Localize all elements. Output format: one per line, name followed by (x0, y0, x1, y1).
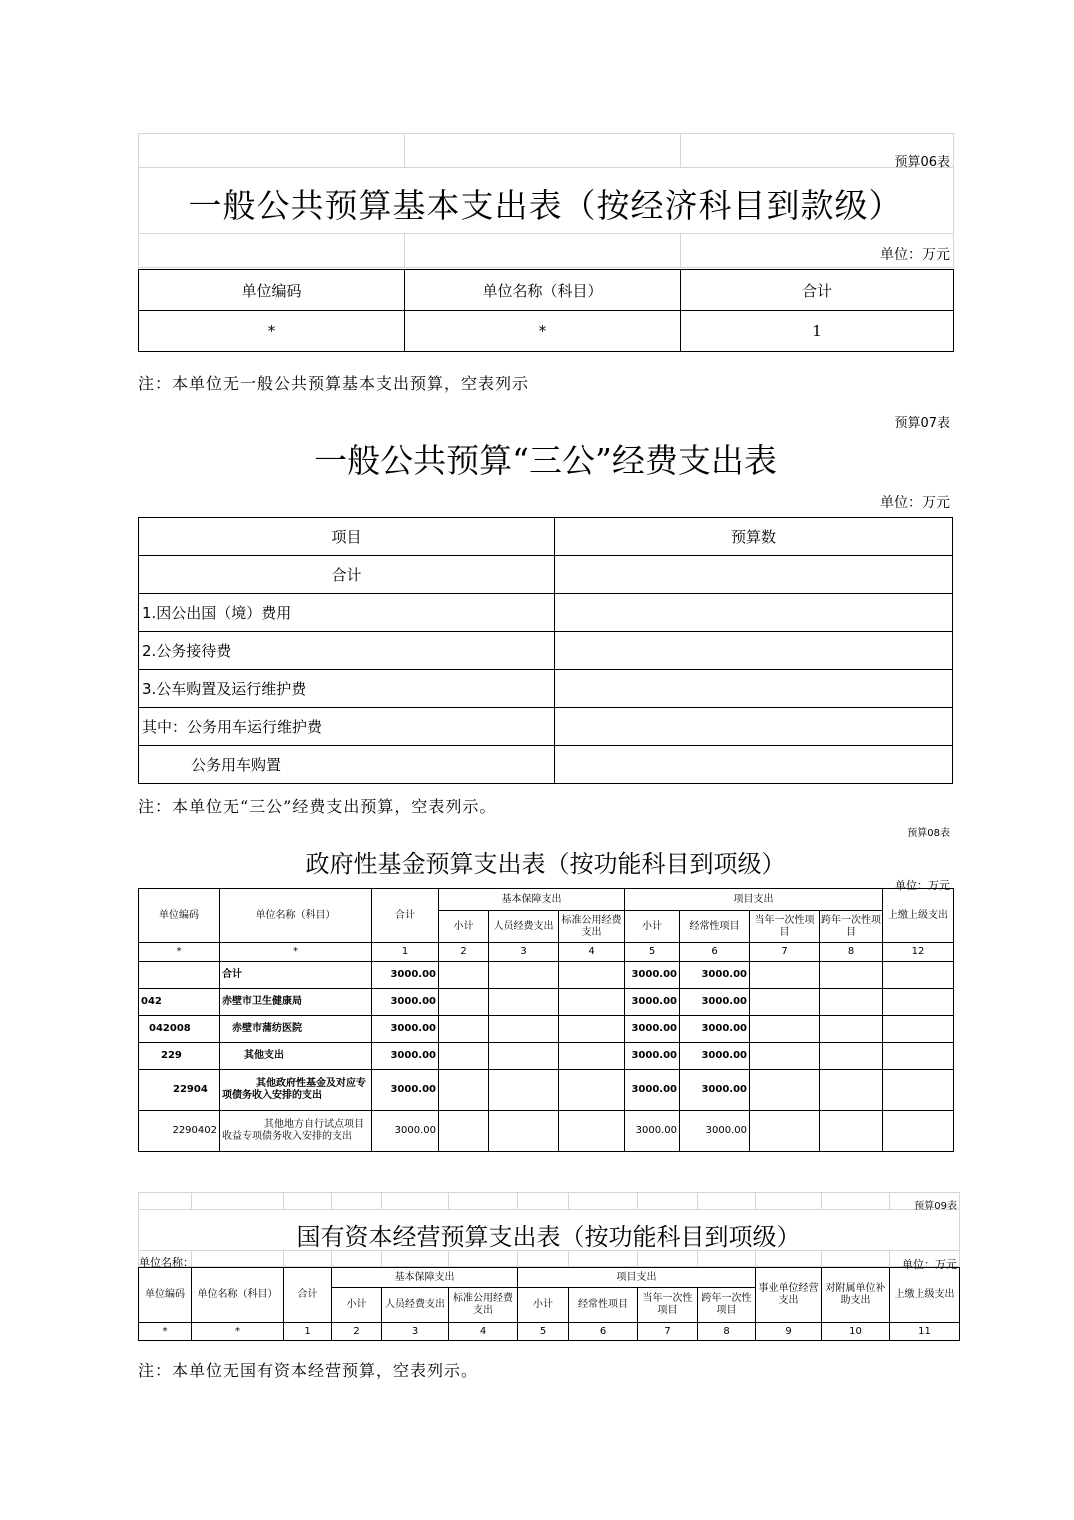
table07-unit: 单位：万元 (880, 495, 950, 511)
cell: * (139, 943, 220, 962)
cell: 3000.00 (372, 1043, 439, 1070)
table07-code: 预算07表 (894, 416, 950, 431)
header-onetime-year: 当年一次性项目 (750, 911, 820, 943)
cell (139, 962, 220, 989)
table09-note: 注：本单位无国有资本经营预算，空表列示。 (138, 1361, 479, 1380)
table09-unit: 单位：万元 (902, 1258, 957, 1271)
cell: 2 (439, 943, 489, 962)
cell: 合计 (220, 962, 372, 989)
cell: 3000.00 (372, 1016, 439, 1043)
header-total: 合计 (372, 889, 439, 943)
header-unit-name: 单位名称（科目） (192, 1268, 284, 1323)
cell: 5 (518, 1323, 569, 1341)
table-row (139, 594, 953, 632)
cell: 3000.00 (625, 1043, 680, 1070)
cell: 3 (382, 1323, 449, 1341)
header-project: 项目支出 (625, 889, 883, 911)
cell: 2 (332, 1323, 382, 1341)
table06 (138, 269, 954, 352)
index-row (139, 943, 954, 962)
cell: * (192, 1323, 284, 1341)
header-basic-subtotal: 小计 (332, 1288, 382, 1323)
cell: 其他地方自行试点项目收益专项债务收入安排的支出 (220, 1111, 372, 1152)
header-upper: 上缴上级支出 (883, 889, 954, 943)
header-project-subtotal: 小计 (625, 911, 680, 943)
table08-code: 预算08表 (907, 828, 950, 839)
cell: 8 (698, 1323, 756, 1341)
cell: * (139, 311, 405, 352)
cell: 11 (890, 1323, 960, 1341)
cell: 3000.00 (372, 1111, 439, 1152)
cell: 042008 (139, 1016, 220, 1043)
header-project: 项目支出 (518, 1268, 756, 1288)
table-row (139, 632, 953, 670)
header-basic: 基本保障支出 (439, 889, 625, 911)
table-row (139, 746, 953, 784)
header-regular: 经常性项目 (569, 1288, 638, 1323)
cell: 1 (372, 943, 439, 962)
table09 (138, 1267, 960, 1341)
header-onetime-cross: 跨年一次性项目 (820, 911, 883, 943)
header-biz: 事业单位经营支出 (756, 1268, 822, 1323)
cell: 1 (284, 1323, 332, 1341)
row-label: 其中：公务用车运行维护费 (139, 708, 555, 746)
cell: 3000.00 (625, 1016, 680, 1043)
header-personnel: 人员经费支出 (382, 1288, 449, 1323)
cell: 042 (139, 989, 220, 1016)
table07 (138, 517, 953, 784)
header-item: 项目 (139, 518, 555, 556)
table09-org-label: 单位名称： (139, 1256, 194, 1269)
header-onetime-cross: 跨年一次性项目 (698, 1288, 756, 1323)
cell: 3000.00 (372, 1070, 439, 1111)
cell: 3000.00 (680, 1016, 750, 1043)
table08-title: 政府性基金预算支出表（按功能科目到项级） (305, 850, 786, 878)
table07-note: 注：本单位无“三公”经费支出预算，空表列示。 (138, 797, 497, 816)
table08-unit: 单位：万元 (895, 879, 950, 892)
cell: 3000.00 (680, 1070, 750, 1111)
header-onetime-year: 当年一次性项目 (638, 1288, 698, 1323)
cell: 3000.00 (372, 962, 439, 989)
header-public: 标准公用经费支出 (449, 1288, 518, 1323)
cell: 22904 (139, 1070, 220, 1111)
cell: 3000.00 (680, 1111, 750, 1152)
header-total: 合计 (284, 1268, 332, 1323)
header-budget: 预算数 (555, 518, 953, 556)
header-public: 标准公用经费支出 (559, 911, 625, 943)
header-basic-subtotal: 小计 (439, 911, 489, 943)
cell: 3000.00 (625, 989, 680, 1016)
header-unit-code: 单位编码 (139, 270, 405, 311)
header-upper: 上缴上级支出 (890, 1268, 960, 1323)
table09-title: 国有资本经营预算支出表（按功能科目到项级） (296, 1223, 801, 1251)
cell: 1 (681, 311, 954, 352)
table-row (139, 1111, 954, 1152)
cell: 8 (820, 943, 883, 962)
cell: 3 (489, 943, 559, 962)
table09-code: 预算09表 (914, 1201, 957, 1212)
table-row (139, 1043, 954, 1070)
cell: 赤壁市蒲纺医院 (220, 1016, 372, 1043)
table08 (138, 888, 954, 1152)
cell: * (139, 1323, 192, 1341)
row-label: 公务用车购置 (139, 746, 555, 784)
header-unit-name: 单位名称（科目） (405, 270, 681, 311)
table06-note: 注：本单位无一般公共预算基本支出预算，空表列示 (138, 374, 530, 393)
table06-title: 一般公共预算基本支出表（按经济科目到款级） (188, 186, 903, 225)
cell: * (405, 311, 681, 352)
cell: 3000.00 (625, 1070, 680, 1111)
table-row (139, 311, 954, 352)
header-basic: 基本保障支出 (332, 1268, 518, 1288)
row-label: 合计 (139, 556, 555, 594)
table-row (139, 989, 954, 1016)
header-project-subtotal: 小计 (518, 1288, 569, 1323)
table-row (139, 1070, 954, 1111)
cell: 3000.00 (680, 989, 750, 1016)
cell: 3000.00 (680, 962, 750, 989)
cell: 3000.00 (372, 989, 439, 1016)
cell: 3000.00 (625, 962, 680, 989)
header-subsidy: 对附属单位补助支出 (822, 1268, 890, 1323)
row-label: 3.公车购置及运行维护费 (139, 670, 555, 708)
table-row (139, 708, 953, 746)
cell: 229 (139, 1043, 220, 1070)
table-row (139, 962, 954, 989)
table-row (139, 1016, 954, 1043)
cell: 6 (569, 1323, 638, 1341)
cell: 其他政府性基金及对应专项债务收入安排的支出 (220, 1070, 372, 1111)
cell: 4 (559, 943, 625, 962)
table-row (139, 670, 953, 708)
cell: 4 (449, 1323, 518, 1341)
table06-code: 预算06表 (894, 155, 950, 170)
header-unit-code: 单位编码 (139, 1268, 192, 1323)
cell: 3000.00 (625, 1111, 680, 1152)
header-regular: 经常性项目 (680, 911, 750, 943)
header-personnel: 人员经费支出 (489, 911, 559, 943)
cell: 7 (638, 1323, 698, 1341)
index-row (139, 1323, 960, 1341)
table-row (139, 556, 953, 594)
cell: * (220, 943, 372, 962)
header-unit-name: 单位名称（科目） (220, 889, 372, 943)
cell: 5 (625, 943, 680, 962)
cell: 9 (756, 1323, 822, 1341)
row-label: 2.公务接待费 (139, 632, 555, 670)
cell: 10 (822, 1323, 890, 1341)
table07-title: 一般公共预算“三公”经费支出表 (314, 441, 777, 480)
table06-unit: 单位：万元 (880, 247, 950, 263)
header-total: 合计 (681, 270, 954, 311)
cell: 6 (680, 943, 750, 962)
cell: 12 (883, 943, 954, 962)
cell: 3000.00 (680, 1043, 750, 1070)
cell: 赤壁市卫生健康局 (220, 989, 372, 1016)
row-label: 1.因公出国（境）费用 (139, 594, 555, 632)
cell: 其他支出 (220, 1043, 372, 1070)
cell: 2290402 (139, 1111, 220, 1152)
cell: 7 (750, 943, 820, 962)
header-unit-code: 单位编码 (139, 889, 220, 943)
